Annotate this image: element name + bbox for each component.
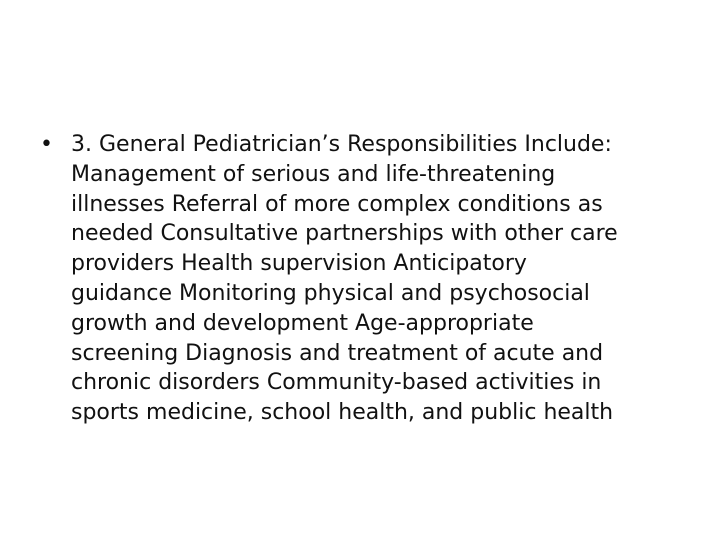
bullet-text: 3. General Pediatrician’s Responsibilities Include: Management of serious and life-threatening illnesses Referral of more complex conditions as needed Consultative partnerships with other care providers Health supervision Anticipatory guidance Monitoring physical and psychosocial growth and development Age-appropriate screening Diagnosis and treatment of acute and chronic disorders Community-based activities in sports medicine, school health, and public health	[71, 132, 618, 426]
slide-body	[40, 130, 690, 428]
bullet-glyph: •	[40, 132, 53, 157]
bullet-item	[40, 130, 690, 428]
